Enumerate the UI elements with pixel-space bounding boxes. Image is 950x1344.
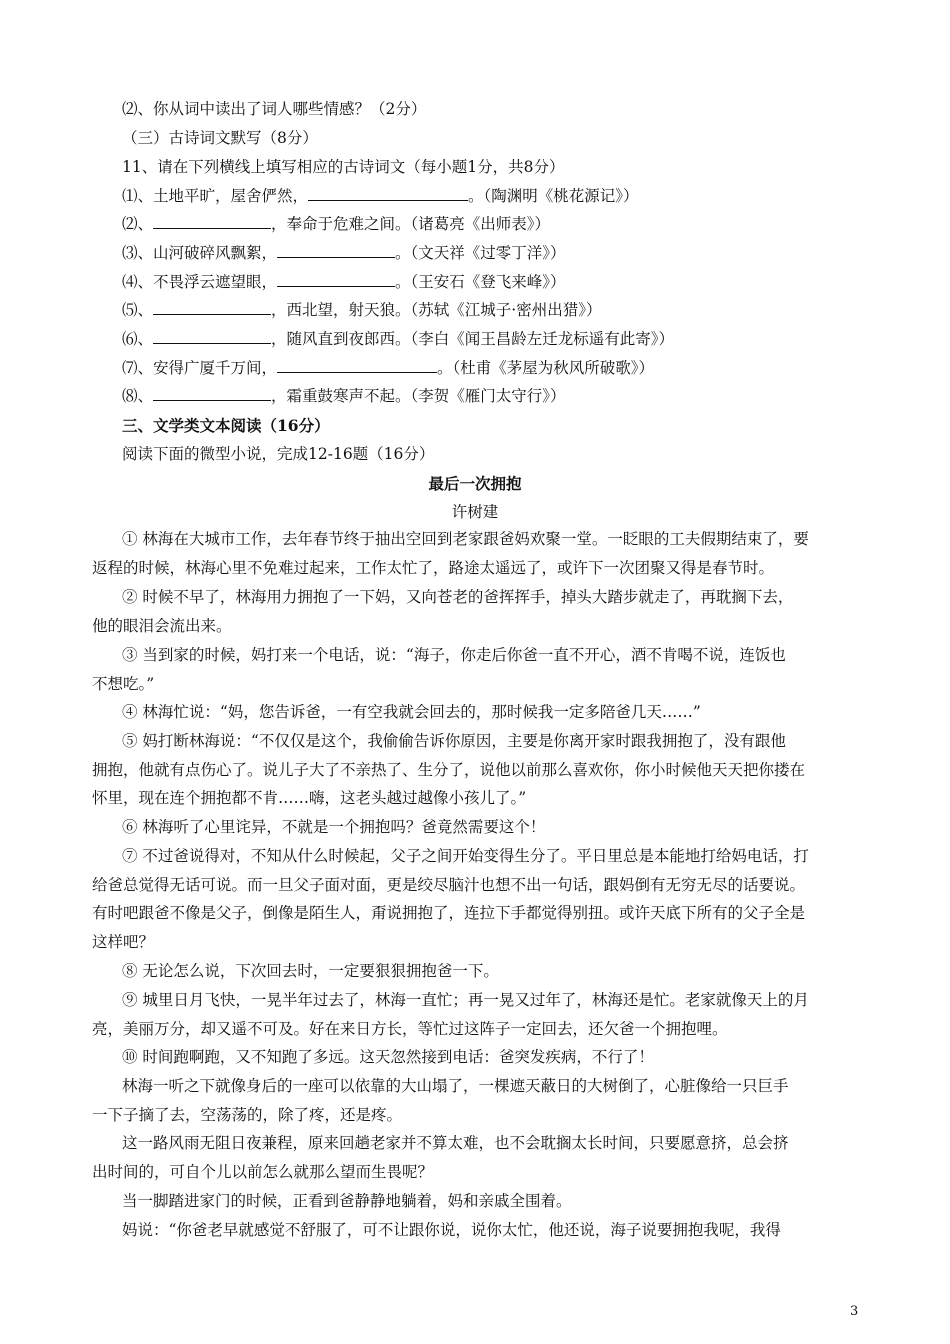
fill-item-prefix: ⑷、不畏浮云遮望眼， bbox=[122, 273, 278, 291]
question-11: 11、请在下列横线上填写相应的古诗词文（每小题1分，共8分） bbox=[122, 158, 565, 176]
paragraph-line: 当一脚踏进家门的时候，正看到爸静静地躺着，妈和亲戚全围着。 bbox=[122, 1192, 572, 1210]
fill-item-suffix: 。（杜甫《茅屋为秋风所破歌》） bbox=[437, 359, 655, 377]
fill-item-6 bbox=[122, 329, 858, 349]
paragraph-line: 给爸总觉得无话可说。而一旦父子面对面，更是绞尽脑汁也想不出一句话，跟妈倒有无穷无尽的话要说。 bbox=[92, 875, 806, 894]
answer-blank[interactable] bbox=[277, 358, 437, 373]
paragraph-10 bbox=[92, 1043, 864, 1072]
answer-blank[interactable] bbox=[277, 243, 395, 258]
fill-item-suffix: ，西北望，射天狼。（苏轼《江城子·密州出猎》） bbox=[271, 301, 602, 319]
fill-item-prefix: ⑶、山河破碎风飘絮， bbox=[122, 244, 278, 262]
paragraph-line: 一下子摘了去，空荡荡的，除了疼，还是疼。 bbox=[92, 1105, 403, 1124]
paragraph-line: 这样吧？ bbox=[92, 933, 155, 952]
paragraph-line: 他的眼泪会流出来。 bbox=[92, 616, 232, 635]
fill-item-4 bbox=[122, 272, 858, 292]
paragraph-line: ② 时候不早了，林海用力拥抱了一下妈，又向苍老的爸挥挥手，掉头大踏步就走了，再耽搁下去， bbox=[122, 588, 794, 606]
paragraph-line: 有时吧跟爸不像是父子，倒像是陌生人，甭说拥抱了，连拉下手都觉得别扭。或许天底下所有的父子全是 bbox=[92, 904, 806, 923]
fill-item-suffix: 。（王安石《登飞来峰》） bbox=[395, 273, 566, 291]
paragraph-line: ④ 林海忙说：“妈，您告诉爸，一有空我就会回去的，那时候我一定多陪爸几天……” bbox=[122, 703, 701, 721]
fill-item-suffix: 。（陶渊明《桃花源记》） bbox=[468, 187, 639, 205]
paragraph-line: 怀里，现在连个拥抱都不肯……嗨，这老头越过越像小孩儿了。” bbox=[92, 789, 527, 808]
paragraph-line: 拥抱，他就有点伤心了。说儿子大了不亲热了、生分了，说他以前那么喜欢你，你小时候他天天把你搂在 bbox=[92, 760, 806, 779]
section-title-recitation: （三）古诗词文默写（8分） bbox=[122, 129, 318, 147]
paragraph-6 bbox=[92, 813, 864, 842]
answer-blank[interactable] bbox=[153, 386, 271, 401]
fill-item-prefix: ⑺、安得广厦千万间， bbox=[122, 359, 278, 377]
paragraph-line: 亮，美丽万分，却又遥不可及。好在来日方长，等忙过这阵子一定回去，还欠爸一个拥抱哩。 bbox=[92, 1019, 728, 1038]
fill-item-suffix: 。（文天祥《过零丁洋》） bbox=[395, 244, 566, 262]
answer-blank[interactable] bbox=[153, 214, 271, 229]
part3-intro: 阅读下面的微型小说，完成12-16题（16分） bbox=[122, 445, 435, 463]
paragraph-line: 返程的时候，林海心里不免难过起来，工作太忙了，路途太遥远了，或许下一次团聚又得是春节时。 bbox=[92, 558, 775, 577]
paragraph-line: 妈说：“你爸老早就感觉不舒服了，可不让跟你说，说你太忙，他还说，海子说要拥抱我呢，我得 bbox=[122, 1221, 781, 1239]
paragraph-14 bbox=[92, 1216, 864, 1245]
fill-item-prefix: ⑸、 bbox=[122, 301, 154, 319]
fill-item-prefix: ⑹、 bbox=[122, 330, 154, 348]
paragraph-11 bbox=[92, 1072, 864, 1129]
paragraph-5 bbox=[92, 727, 864, 813]
story-title: 最后一次拥抱 bbox=[428, 474, 522, 493]
fill-item-5 bbox=[122, 300, 858, 320]
fill-item-suffix: ，霜重鼓寒声不起。（李贺《雁门太守行》） bbox=[271, 387, 566, 405]
paragraph-line: 出时间的，可自个儿以前怎么就那么望而生畏呢？ bbox=[92, 1162, 434, 1181]
paragraph-12 bbox=[92, 1129, 864, 1186]
answer-blank[interactable] bbox=[153, 300, 271, 315]
page-number: 3 bbox=[850, 1304, 859, 1319]
part3-heading: 三、文学类文本阅读（16分） bbox=[122, 416, 330, 435]
paragraph-line: ⑥ 林海听了心里诧异，不就是一个拥抱吗？爸竟然需要这个！ bbox=[122, 818, 546, 836]
paragraph-line: ① 林海在大城市工作，去年春节终于抽出空回到老家跟爸妈欢聚一堂。一眨眼的工夫假期结束了，要 bbox=[122, 530, 809, 548]
paragraph-line: ⑤ 妈打断林海说：“不仅仅是这个，我偷偷告诉你原因，主要是你离开家时跟我拥抱了，没有跟他 bbox=[122, 732, 786, 750]
fill-item-7 bbox=[122, 358, 858, 378]
paragraph-8 bbox=[92, 957, 864, 986]
paragraph-13 bbox=[92, 1187, 864, 1216]
fill-item-suffix: ，随风直到夜郎西。（李白《闻王昌龄左迁龙标遥有此寄》） bbox=[271, 330, 675, 348]
fill-item-prefix: ⑵、 bbox=[122, 215, 154, 233]
paragraph-line: ⑨ 城里日月飞快，一晃半年过去了，林海一直忙；再一晃又过年了，林海还是忙。老家就像天上的月 bbox=[122, 991, 809, 1009]
question-2: ⑵、你从词中读出了词人哪些情感？（2分） bbox=[122, 100, 427, 118]
fill-item-prefix: ⑴、土地平旷，屋舍俨然， bbox=[122, 187, 309, 205]
story-author: 许树建 bbox=[451, 503, 499, 521]
paragraph-line: 林海一听之下就像身后的一座可以依靠的大山塌了，一棵遮天蔽日的大树倒了，心脏像给一只巨手 bbox=[122, 1077, 789, 1095]
paragraph-line: ⑩ 时间跑啊跑，又不知跑了多远。这天忽然接到电话：爸突发疾病，不行了！ bbox=[122, 1048, 654, 1066]
answer-blank[interactable] bbox=[277, 272, 395, 287]
paragraph-line: 不想吃。” bbox=[92, 674, 155, 693]
paragraph-line: ③ 当到家的时候，妈打来一个电话，说：“海子，你走后你爸一直不开心，酒不肯喝不说，连饭也 bbox=[122, 646, 786, 664]
fill-item-prefix: ⑻、 bbox=[122, 387, 154, 405]
paragraph-1 bbox=[92, 525, 864, 582]
paragraph-4 bbox=[92, 698, 864, 727]
answer-blank[interactable] bbox=[308, 186, 468, 201]
paragraph-9 bbox=[92, 986, 864, 1043]
paragraph-7 bbox=[92, 842, 864, 957]
paragraph-line: 这一路风雨无阻日夜兼程，原来回趟老家并不算太难，也不会耽搁太长时间，只要愿意挤，总会挤 bbox=[122, 1134, 789, 1152]
paragraph-line: ⑦ 不过爸说得对，不知从什么时候起，父子之间开始变得生分了。平日里总是本能地打给妈电话，打 bbox=[122, 847, 809, 865]
fill-item-2 bbox=[122, 214, 858, 234]
answer-blank[interactable] bbox=[153, 329, 271, 344]
fill-item-3 bbox=[122, 243, 858, 263]
paragraph-2 bbox=[92, 583, 864, 640]
paragraph-3 bbox=[92, 641, 864, 698]
fill-item-suffix: ，奉命于危难之间。（诸葛亮《出师表》） bbox=[271, 215, 551, 233]
fill-item-8 bbox=[122, 386, 858, 406]
fill-item-1 bbox=[122, 186, 858, 206]
paragraph-line: ⑧ 无论怎么说，下次回去时，一定要狠狠拥抱爸一下。 bbox=[122, 962, 499, 980]
